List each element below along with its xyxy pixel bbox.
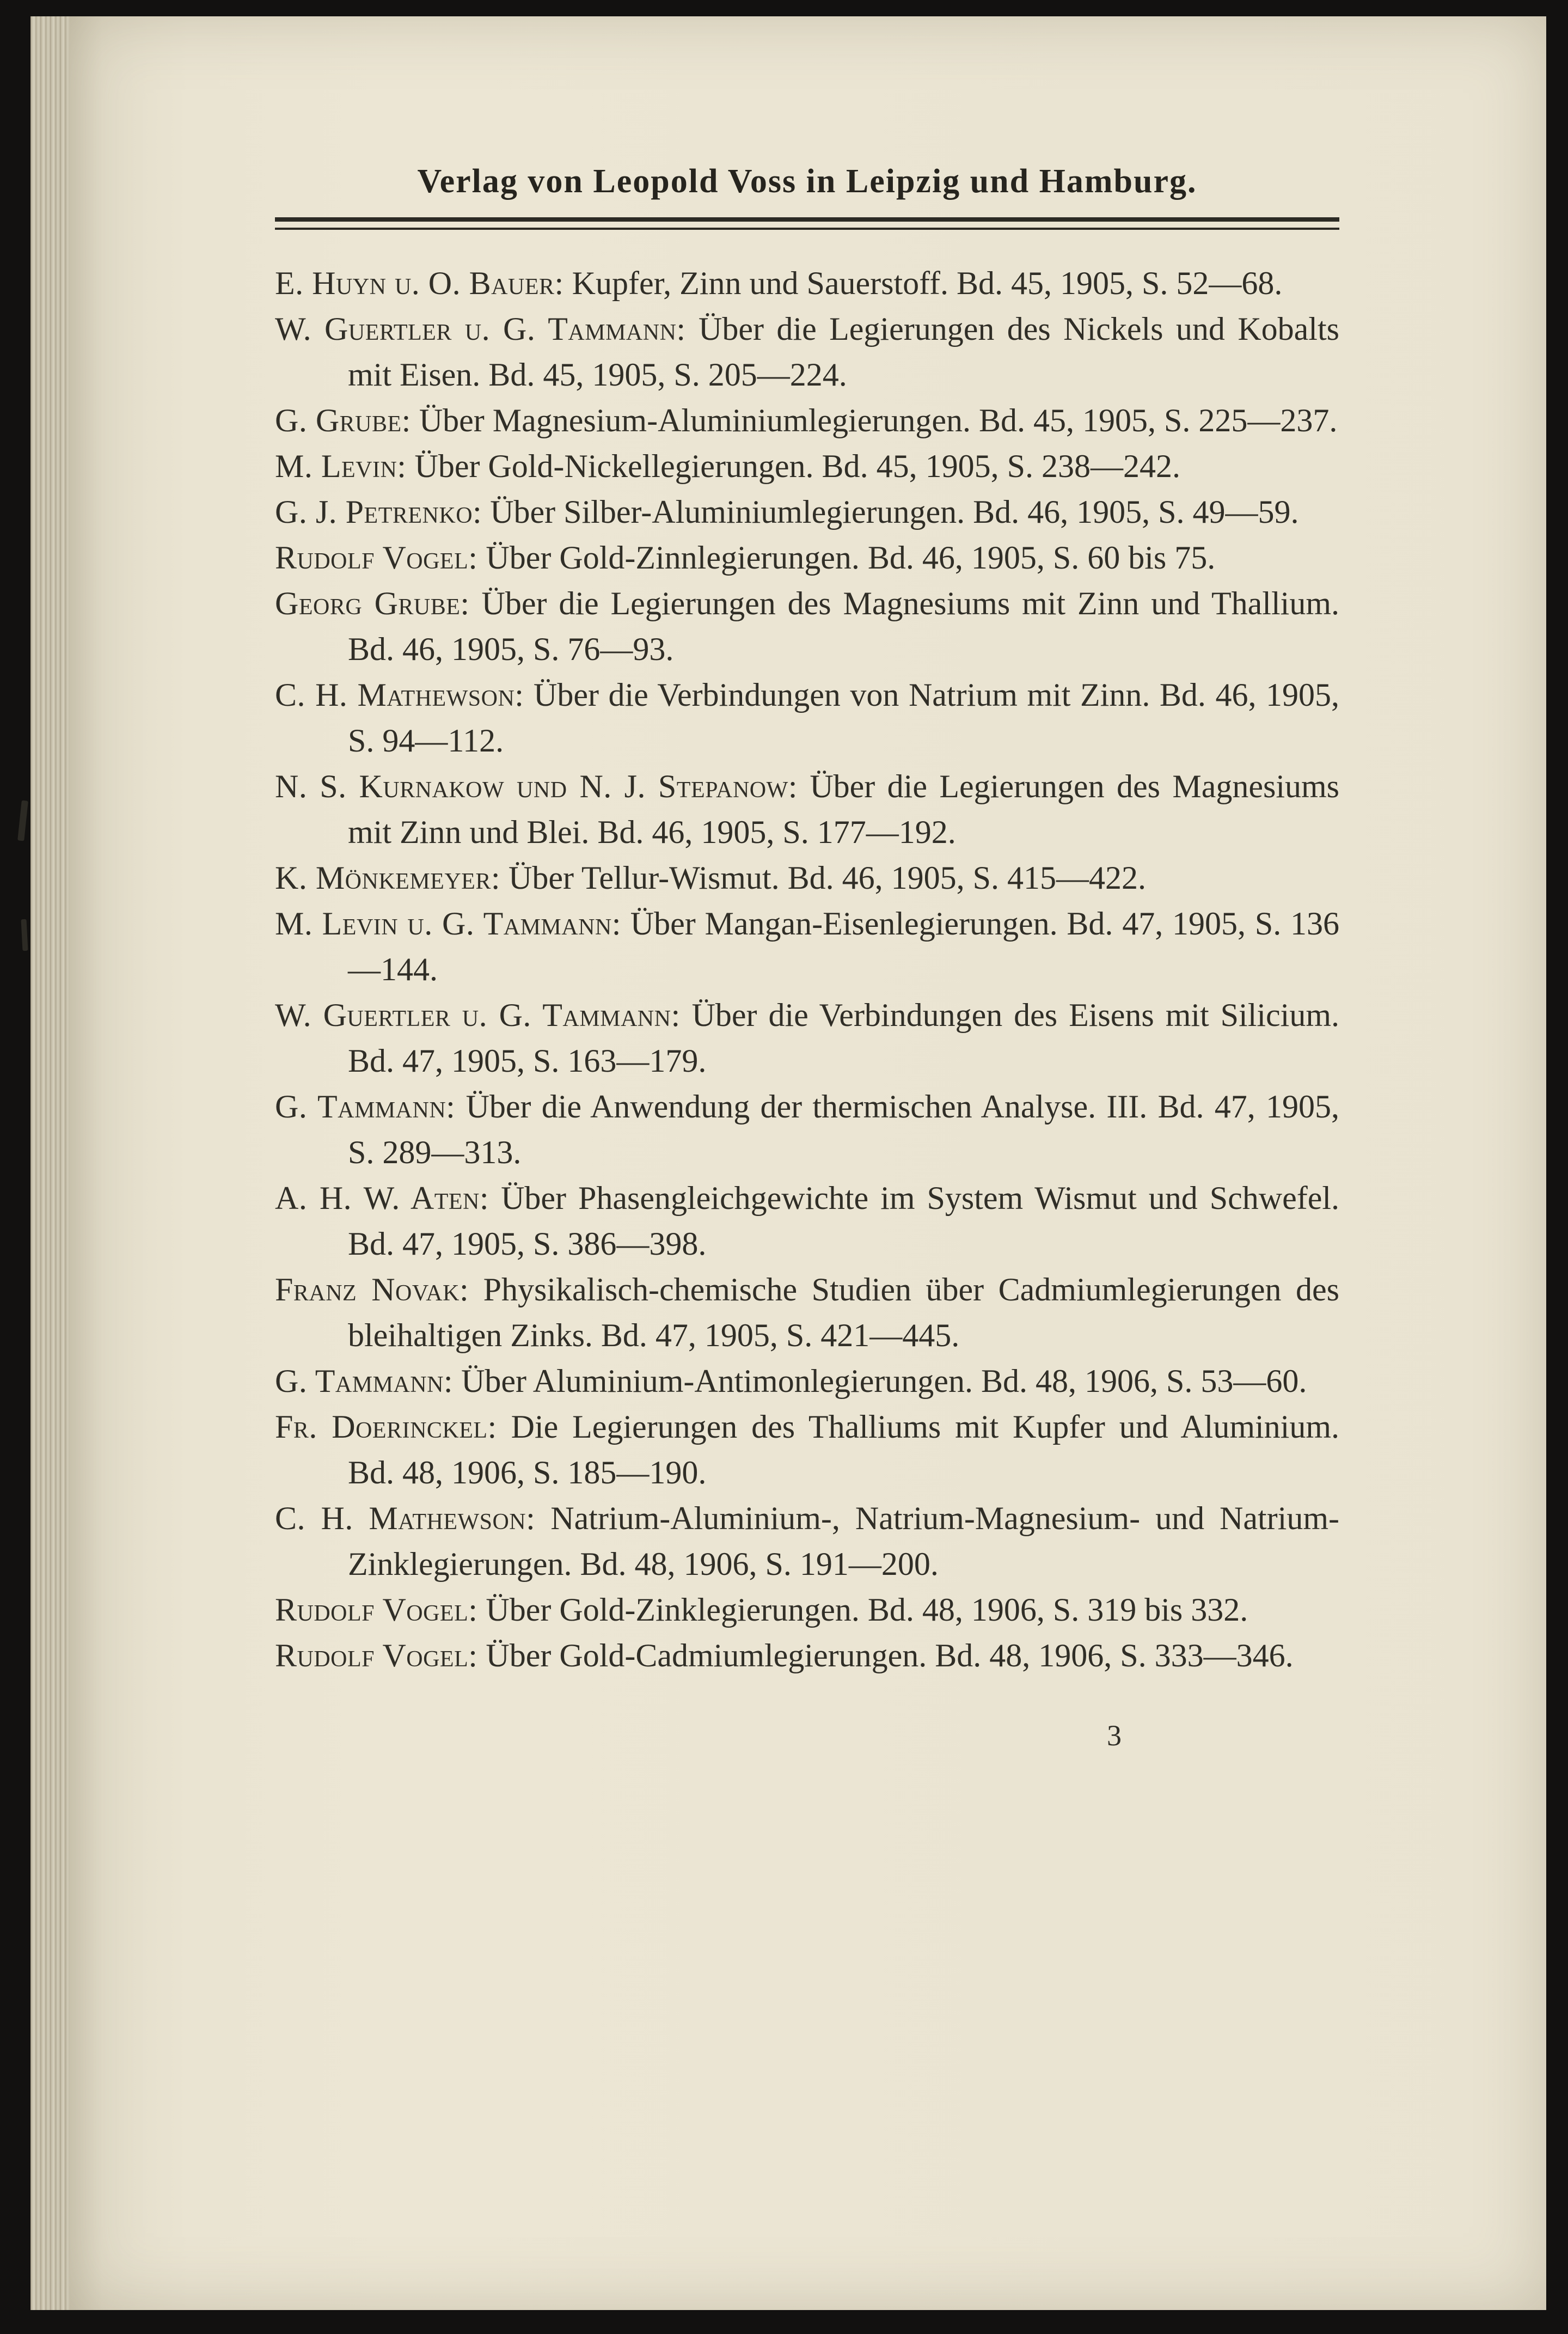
catalog-entry (275, 1267, 1339, 1358)
catalog-entry (275, 398, 1339, 443)
book-page-edges (30, 16, 70, 2310)
catalog-entry (275, 763, 1339, 855)
catalog-entry (275, 489, 1339, 535)
entry-body: Über Gold-Zinnlegierungen. Bd. 46, 1905, S. 60 bis 75. (486, 540, 1216, 576)
catalog-entry (275, 1633, 1339, 1678)
catalog-entry (275, 1404, 1339, 1495)
entry-body: Über Gold-Nickellegierungen. Bd. 45, 1905, S. 238—242. (414, 448, 1180, 484)
entry-body: Natrium-Aluminium-, Natrium-Magnesium- und Natrium-Zinklegierungen. Bd. 48, 1906, S. 191—200. (348, 1500, 1339, 1582)
catalog-entry (275, 672, 1339, 763)
entry-body: Über die Verbindungen von Natrium mit Zinn. Bd. 46, 1905, S. 94—112. (348, 677, 1339, 759)
entry-body: Über Gold-Cadmiumlegierungen. Bd. 48, 1906, S. 333—346. (486, 1638, 1294, 1673)
entry-body: Über die Verbindungen des Eisens mit Silicium. Bd. 47, 1905, S. 163—179. (348, 997, 1340, 1079)
entry-author: Franz Novak: (275, 1272, 469, 1307)
entry-author: A. H. W. Aten: (275, 1180, 489, 1216)
page-number: 3 (1107, 1719, 1122, 1752)
entry-author: Rudolf Vogel: (275, 540, 478, 576)
catalog-entry (275, 855, 1339, 901)
entry-author: G. Grube: (275, 402, 411, 438)
entry-author: W. Guertler u. G. Tammann: (275, 997, 681, 1033)
entry-body: Über Tellur-Wismut. Bd. 46, 1905, S. 415—422. (509, 860, 1147, 896)
spine-mark (21, 919, 28, 951)
catalog-entry (275, 901, 1339, 992)
page-content (275, 162, 1339, 1752)
entry-author: G. J. Petrenko: (275, 494, 482, 530)
entry-author: W. Guertler u. G. Tammann: (275, 311, 686, 347)
entry-body: Über Mangan-Eisenlegierungen. Bd. 47, 1905, S. 136—144. (348, 906, 1340, 987)
entry-author: C. H. Mathewson: (275, 677, 524, 713)
entry-body: Über die Legierungen des Magnesiums mit Zinn und Thallium. Bd. 46, 1905, S. 76—93. (348, 585, 1339, 667)
catalog-entry (275, 1358, 1339, 1404)
entry-author: Fr. Doerinckel: (275, 1409, 497, 1445)
entry-author: E. Huyn u. O. Bauer: (275, 265, 564, 301)
header-rule (275, 217, 1339, 230)
catalog-entry (275, 443, 1339, 489)
catalog-entry (275, 992, 1339, 1084)
catalog-entry (275, 1587, 1339, 1633)
entry-author: K. Mönkemeyer: (275, 860, 500, 896)
entry-author: Rudolf Vogel: (275, 1638, 478, 1673)
catalog-entry (275, 1495, 1339, 1587)
entry-body: Über die Legierungen des Nickels und Kobalts mit Eisen. Bd. 45, 1905, S. 205—224. (348, 311, 1339, 393)
catalog-entry (275, 1084, 1339, 1175)
entry-author: Georg Grube: (275, 585, 470, 621)
catalog-entry (275, 260, 1339, 306)
entry-author: M. Levin: (275, 448, 407, 484)
entry-body: Über die Legierungen des Magnesiums mit Zinn und Blei. Bd. 46, 1905, S. 177—192. (348, 768, 1340, 850)
catalog-entry (275, 1175, 1339, 1267)
entry-body: Kupfer, Zinn und Sauerstoff. Bd. 45, 1905, S. 52—68. (572, 265, 1283, 301)
entry-author: C. H. Mathewson: (275, 1500, 536, 1536)
entry-body: Über Aluminium-Antimonlegierungen. Bd. 48, 1906, S. 53—60. (461, 1363, 1307, 1399)
entry-body: Physikalisch-chemische Studien über Cadmiumlegierungen des bleihaltigen Zinks. Bd. 47, 1905, S. 421—445. (348, 1272, 1339, 1353)
entry-body: Über Phasengleichgewichte im System Wismut und Schwefel. Bd. 47, 1905, S. 386—398. (348, 1180, 1339, 1262)
entry-body: Über die Anwendung der thermischen Analyse. III. Bd. 47, 1905, S. 289—313. (348, 1089, 1339, 1170)
entry-body: Über Gold-Zinklegierungen. Bd. 48, 1906, S. 319 bis 332. (486, 1592, 1248, 1628)
publisher-header: Verlag von Leopold Voss in Leipzig und Hamburg. (417, 163, 1197, 200)
entry-author: M. Levin u. G. Tammann: (275, 906, 621, 942)
spine-mark (17, 801, 28, 841)
entry-list (275, 260, 1339, 1678)
entry-author: N. S. Kurnakow und N. J. Stepanow: (275, 768, 798, 804)
catalog-entry (275, 306, 1339, 398)
entry-body: Die Legierungen des Thalliums mit Kupfer und Aluminium. Bd. 48, 1906, S. 185—190. (348, 1409, 1340, 1490)
entry-author: G. Tammann: (275, 1089, 456, 1125)
entry-author: G. Tammann: (275, 1363, 454, 1399)
entry-body: Über Silber-Aluminiumlegierungen. Bd. 46, 1905, S. 49—59. (490, 494, 1299, 530)
entry-body: Über Magnesium-Aluminiumlegierungen. Bd. 45, 1905, S. 225—237. (419, 402, 1338, 438)
entry-author: Rudolf Vogel: (275, 1592, 478, 1628)
catalog-entry (275, 581, 1339, 672)
catalog-entry (275, 535, 1339, 581)
